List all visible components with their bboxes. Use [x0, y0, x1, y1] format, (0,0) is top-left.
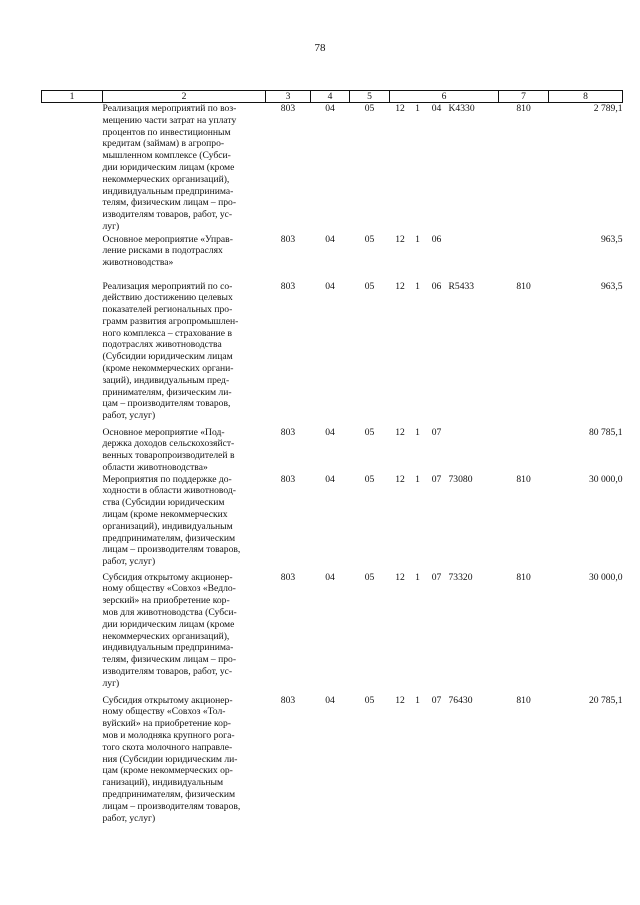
description-line: лицам – производителям товаров,: [102, 544, 241, 556]
cell-activity-code: 04: [431, 103, 442, 114]
cell-col1: [42, 427, 103, 474]
description-line: телям, физическим лицам – про-: [102, 654, 237, 666]
description-line: дии юридическим лицам (кроме: [102, 618, 235, 630]
description-line: изводителям товаров, работ, ус-: [102, 666, 233, 678]
description-line: предпринимателям, физическим: [102, 789, 236, 801]
description-line: вуйский» на приобретение кор-: [102, 718, 231, 730]
description-line: кредитам (займам) в агропро-: [102, 138, 225, 150]
cell-section-code: 04: [325, 280, 335, 292]
cell-subsection-code: 05: [364, 103, 375, 114]
description-line: того скота молочного направле-: [102, 741, 233, 753]
cell-col1: [42, 281, 103, 427]
description-line: (Субсидии юридическим лицам: [102, 351, 233, 363]
description-line: луг): [102, 677, 120, 689]
cell-section-code: 04: [325, 426, 335, 438]
cell-direction-code: 73080: [448, 473, 473, 485]
description-line: Субсидия открытому акционер-: [102, 694, 233, 706]
description-line: области животноводства»: [102, 461, 208, 473]
cell-subsection-code: 05: [364, 233, 375, 245]
description-line: процентов по инвестиционным: [102, 126, 231, 138]
table-row: [42, 427, 623, 474]
cell-activity-code: 07: [431, 426, 442, 438]
cell-description: [103, 427, 266, 474]
cell-description: [103, 103, 266, 234]
column-header: 6: [390, 91, 499, 103]
description-line: лицам – производителям товаров,: [102, 800, 241, 812]
cell-expense-type: 810: [516, 473, 531, 485]
description-line: действию достижению целевых: [102, 292, 233, 304]
table-row: [42, 572, 623, 695]
description-line: грамм развития агропромышлен-: [102, 315, 239, 327]
cell-direction-code: [449, 427, 499, 474]
description-line: ганизаций), индивидуальным: [102, 777, 224, 789]
cell-amount: 30 000,0: [588, 571, 623, 583]
cell-activity-code: 07: [431, 571, 442, 583]
cell-subsection-code: 05: [364, 571, 375, 583]
description-line: ного комплекса – страхование в: [102, 327, 232, 339]
cell-subprogram-code: 1: [415, 103, 420, 114]
description-line: организаций), индивидуальным: [102, 520, 233, 532]
cell-direction-code: K4330: [448, 103, 475, 114]
description-line: Основное мероприятие «Под-: [102, 426, 225, 438]
cell-ministry-code: 803: [280, 426, 296, 438]
column-header: 1: [42, 91, 103, 103]
description-line: мов и молодняка крупного рога-: [102, 730, 235, 742]
cell-program-code: 12: [395, 571, 405, 583]
cell-section-code: 04: [325, 233, 335, 245]
description-line: предпринимателям, физическим: [102, 532, 236, 544]
cell-subprogram-code: 1: [415, 426, 420, 438]
cell-direction-code: 76430: [448, 694, 473, 706]
cell-direction-code: R5433: [448, 280, 475, 292]
description-line: заций), индивидуальным пред-: [102, 374, 230, 386]
description-line: показателей региональных про-: [102, 304, 233, 316]
cell-amount: 20 785,1: [588, 694, 623, 706]
description-line: держка доходов сельскохозяйст-: [102, 438, 235, 450]
cell-section-code: 04: [325, 694, 335, 706]
cell-program-code: 12: [395, 473, 405, 485]
cell-section-code: 04: [325, 103, 335, 114]
description-line: подотраслях животноводства: [102, 339, 222, 351]
description-line: ства (Субсидии юридическим: [102, 497, 225, 509]
cell-subprogram-code: 1: [415, 233, 420, 245]
cell-subprogram-code: 1: [415, 473, 420, 485]
cell-amount: 2 789,1: [593, 103, 623, 114]
description-line: принимателям, физическим ли-: [102, 386, 232, 398]
column-header: 3: [266, 91, 311, 103]
description-line: Реализация мероприятий по со-: [102, 280, 233, 292]
table-row: [42, 281, 623, 427]
cell-col1: [42, 474, 103, 572]
description-line: мов для животноводства (Субси-: [102, 607, 237, 619]
cell-section-code: 04: [325, 473, 335, 485]
column-header: 4: [311, 91, 350, 103]
table-header-row: [42, 91, 623, 103]
cell-col1: [42, 103, 103, 234]
cell-expense-type: 810: [516, 694, 531, 706]
description-line: изводителям товаров, работ, ус-: [102, 209, 233, 221]
cell-expense-type: 810: [516, 103, 531, 114]
cell-expense-type: [499, 427, 549, 474]
description-line: Субсидия открытому акционер-: [102, 571, 233, 583]
cell-subsection-code: 05: [364, 473, 375, 485]
description-line: Основное мероприятие «Управ-: [102, 233, 233, 245]
table-row: [42, 474, 623, 572]
cell-ministry-code: 803: [280, 280, 296, 292]
cell-program-code: 12: [395, 280, 405, 292]
description-line: цам (кроме некоммерческих ор-: [102, 765, 233, 777]
cell-direction-code: 73320: [448, 571, 473, 583]
cell-subprogram-code: 1: [415, 280, 420, 292]
description-line: Реализация мероприятий по воз-: [102, 103, 237, 114]
cell-activity-code: 07: [431, 694, 442, 706]
cell-ministry-code: 803: [280, 473, 296, 485]
cell-program-code: 12: [395, 103, 405, 114]
description-line: индивидуальным предпринима-: [102, 642, 234, 654]
description-line: некоммерческих организаций),: [102, 173, 230, 185]
cell-program-code: 12: [395, 694, 405, 706]
column-header: 7: [499, 91, 549, 103]
description-line: работ, услуг): [102, 812, 156, 824]
cell-description: [103, 474, 266, 572]
description-line: дии юридическим лицам (кроме: [102, 161, 235, 173]
column-header: 2: [103, 91, 266, 103]
description-line: цам – производителям товаров,: [102, 398, 231, 410]
description-line: луг): [102, 220, 120, 232]
cell-program-code: 12: [395, 233, 405, 245]
cell-description: [103, 695, 266, 835]
cell-activity-code: 06: [431, 233, 442, 245]
description-line: ному обществу «Совхоз «Ведло-: [102, 583, 236, 595]
budget-table: [41, 90, 623, 835]
cell-description: [103, 572, 266, 695]
cell-expense-type: [499, 234, 549, 281]
cell-subsection-code: 05: [364, 694, 375, 706]
description-line: телям, физическим лицам – про-: [102, 197, 237, 209]
cell-direction-code: [449, 234, 499, 281]
cell-program-code: 12: [395, 426, 405, 438]
cell-description: [103, 234, 266, 281]
description-line: ление рисками в подотраслях: [102, 245, 223, 257]
cell-col1: [42, 572, 103, 695]
description-line: животноводства»: [102, 257, 174, 269]
column-header: 8: [549, 91, 623, 103]
description-line: (кроме некоммерческих органи-: [102, 363, 234, 375]
cell-activity-code: 07: [431, 473, 442, 485]
cell-ministry-code: 803: [280, 103, 296, 114]
table-row: [42, 695, 623, 835]
cell-ministry-code: 803: [280, 571, 296, 583]
cell-activity-code: 06: [431, 280, 442, 292]
cell-amount: 963,5: [600, 280, 623, 292]
description-line: лицам (кроме некоммерческих: [102, 509, 228, 521]
cell-amount: 963,5: [600, 233, 623, 245]
cell-ministry-code: 803: [280, 233, 296, 245]
description-line: Мероприятия по поддержке до-: [102, 473, 232, 485]
cell-amount: 30 000,0: [588, 473, 623, 485]
description-line: ному обществу «Совхоз «Тол-: [102, 706, 226, 718]
description-line: мещению части затрат на уплату: [102, 114, 237, 126]
description-line: ходности в области животновод-: [102, 485, 236, 497]
table-row: [42, 103, 623, 234]
table-body: [42, 103, 623, 835]
cell-subprogram-code: 1: [415, 694, 420, 706]
cell-amount: 80 785,1: [588, 426, 623, 438]
cell-expense-type: 810: [516, 571, 531, 583]
description-line: ния (Субсидии юридическим ли-: [102, 753, 238, 765]
description-line: работ, услуг): [102, 410, 156, 422]
description-line: венных товаропроизводителей в: [102, 450, 235, 462]
cell-ministry-code: 803: [280, 694, 296, 706]
table-row: [42, 234, 623, 281]
cell-col1: [42, 695, 103, 835]
description-line: мышленном комплексе (Субси-: [102, 150, 231, 162]
description-line: некоммерческих организаций),: [102, 630, 230, 642]
cell-section-code: 04: [325, 571, 335, 583]
column-header: 5: [350, 91, 390, 103]
cell-description: [103, 281, 266, 427]
cell-expense-type: 810: [516, 280, 531, 292]
description-line: зерский» на приобретение кор-: [102, 595, 230, 607]
page-number: 78: [314, 42, 326, 54]
cell-subsection-code: 05: [364, 280, 375, 292]
cell-subsection-code: 05: [364, 426, 375, 438]
cell-subprogram-code: 1: [415, 571, 420, 583]
description-line: индивидуальным предпринима-: [102, 185, 234, 197]
cell-col1: [42, 234, 103, 281]
description-line: работ, услуг): [102, 556, 156, 568]
